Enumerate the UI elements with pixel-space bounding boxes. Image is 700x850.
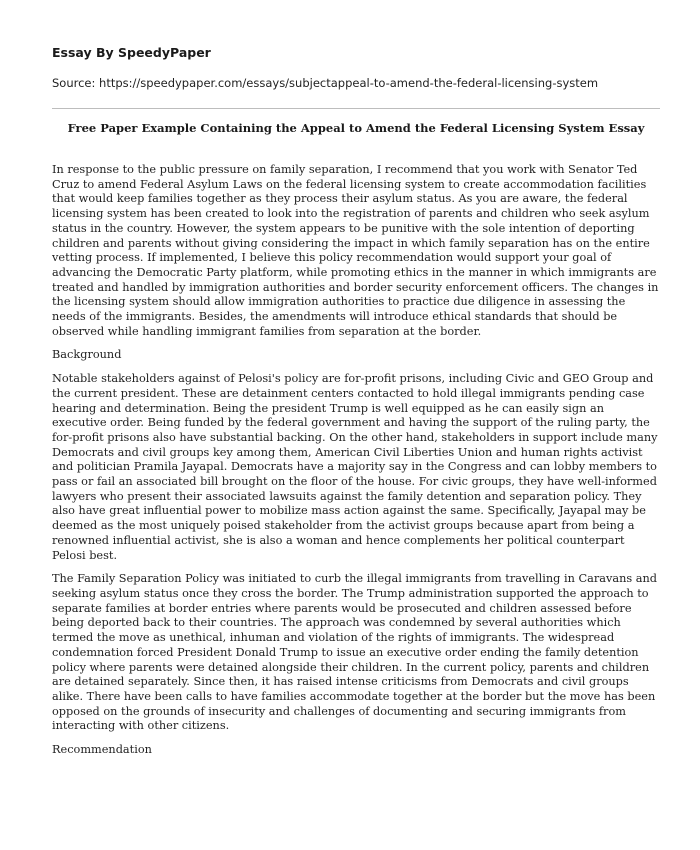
header-divider	[52, 108, 660, 109]
background-paragraph-2: The Family Separation Policy was initiated to curb the illegal immigrants from travelling in Caravans and seeking asylum status once they cross the border. The Trump administration supported the approach to separate families at border entries where parents would be prosecuted and children assessed before being deported back to their countries. The approach was condemned by several authorities which termed the move as unethical, inhuman and violation of the rights of immigrants. The widespread condemnation forced President Donald Trump to issue an executive order ending the family detention policy where parents were detained alongside their children. In the current policy, parents and children are detained separately. Since then, it has raised intense criticisms from Democrats and civil groups alike. There have been calls to have families accommodate together at the border but the move has been opposed on the grounds of insecurity and challenges of documenting and securing immigrants from interacting with other citizens.	[52, 572, 658, 733]
brand-title: Essay By SpeedyPaper	[52, 45, 211, 60]
background-heading: Background	[52, 348, 122, 362]
background-paragraph-1: Notable stakeholders against of Pelosi's policy are for-profit prisons, including Civic and GEO Group and the current president. These are detainment centers contacted to hold illegal immigrants pending case hearing and determination. Being the president Trump is well equipped as he can easily sign an executive order. Being funded by the federal government and having the support of the ruling party, the for-profit prisons also have substantial backing. On the other hand, stakeholders in support include many Democrats and civil groups key among them, American Civil Liberties Union and human rights activist and politician Pramila Jayapal. Democrats have a majority say in the Congress and can lobby members to pass or fail an associated bill brought on the floor of the house. For civic groups, they have well-informed lawyers who present their associated lawsuits against the family detention and separation policy. They also have great influential power to mobilize mass action against the same. Specifically, Jayapal may be deemed as the most uniquely poised stakeholder from the activist groups because apart from being a renowned influential activist, she is also a woman and hence complements her political counterpart Pelosi best.	[52, 372, 658, 562]
intro-paragraph: In response to the public pressure on family separation, I recommend that you work with Senator Ted Cruz to amend Federal Asylum Laws on the federal licensing system to create accommodation facilities that would keep families together as they process their asylum status. As you are aware, the federal licensing system has been created to look into the registration of parents and children who seek asylum status in the country. However, the system appears to be punitive with the sole intention of deporting children and parents without giving considering the impact in which family separation has on the entire vetting process. If implemented, I believe this policy recommendation would support your goal of advancing the Democratic Party platform, while promoting ethics in the manner in which immigrants are treated and handled by immigration authorities and border security enforcement officers. The changes in the licensing system should allow immigration authorities to practice due diligence in assessing the needs of the immigrants. Besides, the amendments will introduce ethical standards that should be observed while handling immigrant families from separation at the border.	[52, 163, 659, 338]
recommendation-heading: Recommendation	[52, 743, 152, 757]
essay-title: Free Paper Example Containing the Appeal to Amend the Federal Licensing System Essay	[67, 121, 645, 135]
essay-body	[52, 163, 660, 758]
source-line: Source: https://speedypaper.com/essays/subjectappeal-to-amend-the-federal-licensing-system	[52, 76, 599, 90]
